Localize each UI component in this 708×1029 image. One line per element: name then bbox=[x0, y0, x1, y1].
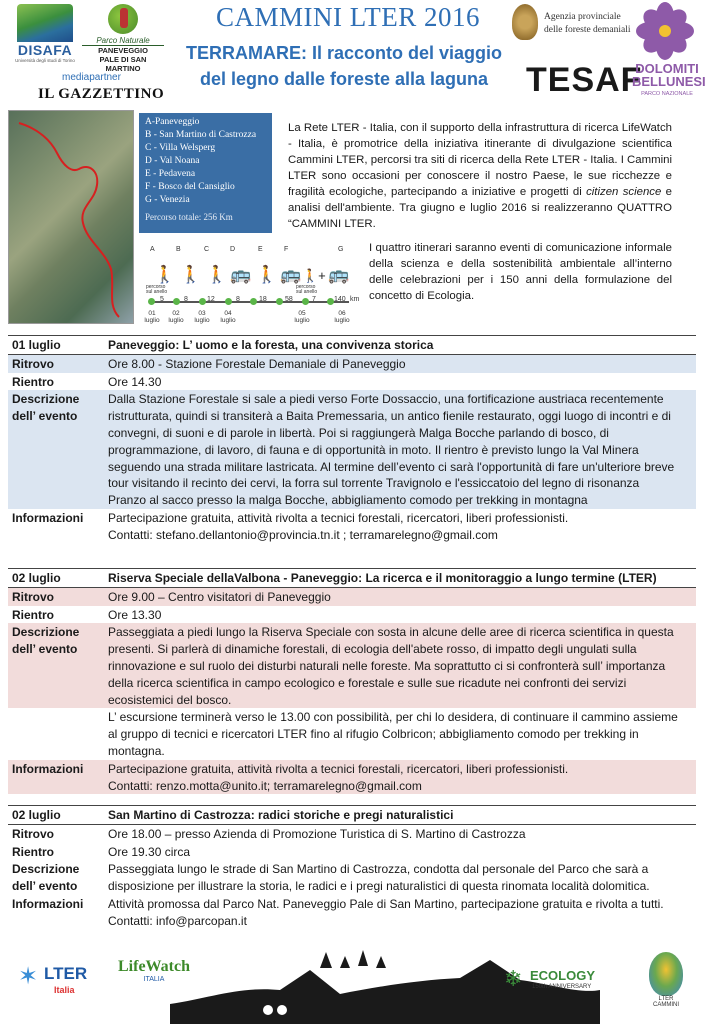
descrizione-label-line: dell’ evento bbox=[12, 409, 78, 424]
ritrovo-label: Ritrovo bbox=[12, 356, 54, 371]
disafa-logo bbox=[12, 4, 78, 64]
walker-icon: 🚶 bbox=[154, 265, 176, 284]
descrizione-label-line: Descrizione bbox=[12, 625, 80, 640]
ritrovo-label: Ritrovo bbox=[12, 826, 54, 841]
rientro-label: Rientro bbox=[12, 844, 54, 859]
lifewatch-sub: ITALIA bbox=[143, 976, 165, 983]
timeline-stop-dot bbox=[276, 298, 283, 305]
page-title: CAMMINI LTER 2016 bbox=[215, 2, 480, 32]
timeline-km: 8 bbox=[236, 296, 240, 303]
timeline-letter: A bbox=[150, 246, 155, 253]
event-info bbox=[104, 760, 696, 795]
disafa-sub: Università degli studi di Torino bbox=[15, 58, 75, 63]
timeline-note: percorso sul anello bbox=[146, 284, 168, 295]
timeline-date: 05 luglio bbox=[294, 310, 310, 324]
timeline-stop-dot bbox=[173, 298, 180, 305]
event-info bbox=[104, 895, 696, 930]
agenzia-line1: Agenzia provinciale bbox=[544, 12, 621, 22]
timeline-km: 18 bbox=[259, 296, 267, 303]
timeline-letter: D bbox=[230, 246, 236, 253]
route-stop: B - San Martino di Castrozza bbox=[145, 130, 257, 140]
ritrovo-value: Ore 8.00 - Stazione Forestale Demaniale di Paneveggio bbox=[108, 356, 406, 371]
timeline-note: percorso sul anello bbox=[296, 284, 318, 295]
agenzia-emblem bbox=[512, 4, 538, 40]
event-info bbox=[104, 509, 696, 544]
event-description: Passeggiata lungo le strade di San Martino di Castrozza, condotta dal personale del Parco che sarà a disposizione per illustrare la storia, le radici e i pregi naturalistici di questa rinomata località dolomitica. bbox=[108, 862, 650, 894]
ecology-sub: 150th ANNIVERSARY bbox=[532, 984, 592, 990]
walker-icon: 🚶 bbox=[256, 265, 278, 284]
contact-text: Contatti: stefano.dellantonio@provincia.tn.it ; terramarelegno@gmail.com bbox=[108, 527, 498, 542]
descrizione-label-line: Descrizione bbox=[12, 862, 80, 877]
timeline-stop-dot bbox=[250, 298, 257, 305]
mediapartner-label: mediapartner bbox=[62, 72, 121, 83]
descrizione-label-line: dell’ evento bbox=[12, 879, 78, 894]
timeline-letter: F bbox=[284, 246, 289, 253]
timeline-km: 5 bbox=[160, 296, 164, 303]
lter-star-icon: ✶ bbox=[18, 963, 39, 990]
timeline-letter: B bbox=[176, 246, 181, 253]
dolomiti-name2: BELLUNESI bbox=[632, 74, 706, 89]
ecology-text: ECOLOGY bbox=[530, 968, 596, 983]
parco-logo bbox=[82, 4, 164, 76]
rientro-value: Ore 14.30 bbox=[108, 374, 162, 389]
tesaf-logo: TESAF bbox=[526, 61, 643, 99]
timeline-date: 06 luglio bbox=[334, 310, 350, 324]
timeline-date: 02 luglio bbox=[168, 310, 184, 324]
route-total: Percorso totale: 256 Km bbox=[145, 212, 233, 222]
subtitle-line1: TERRAMARE: Il racconto del viaggio bbox=[185, 43, 503, 63]
timeline-km: 12 bbox=[207, 296, 215, 303]
intro-emphasis: citizen science bbox=[586, 186, 662, 198]
descrizione-label-line: dell’ evento bbox=[12, 642, 78, 657]
info-text: Partecipazione gratuita, attività rivolta a tecnici forestali, ricercatori, liberi professionisti. bbox=[108, 510, 569, 525]
timeline-letter: C bbox=[204, 246, 210, 253]
event-table-2 bbox=[8, 568, 696, 794]
route-stop: E - Pedavena bbox=[145, 169, 196, 179]
timeline-stop-dot bbox=[327, 298, 334, 305]
dolomiti-logo bbox=[632, 61, 706, 101]
cammini-line2: CAMMINI bbox=[653, 1002, 679, 1008]
event-description: Passeggiata a piedi lungo la Riserva Speciale con sosta in alcune delle aree di ricerca scientifica in questa presenti. Si parlerà di dinamiche forestali, di ecologia dell'abete rosso, di impatto degli ungulati sulla rinnovazione e sul ruolo dei disturbi naturali nelle foreste. Ma soprattutto ci si confronterà sull’ importanza della ricerca scientifica in campo ecologico e forestale e sulle sue ricadute nei confronti dei servizi ecosistemici del bosco. bbox=[108, 625, 674, 707]
walker-icon: 🚶 bbox=[206, 265, 228, 284]
intro-paragraph-2: I quattro itinerari saranno eventi di comunicazione informale della scienza e della sostenibilità ambientale all’interno delle celebrazioni per i 150 anni della formulazione del concetto di Ecologia. bbox=[369, 242, 672, 302]
info-text: Attività promossa dal Parco Nat. Paneveggio Pale di San Martino, partecipazione gratuita e rivolta a tutti. bbox=[108, 896, 664, 911]
route-stop: D - Val Noana bbox=[145, 156, 200, 166]
agenzia-line2: delle foreste demaniali bbox=[544, 25, 631, 35]
contact-text: Contatti: renzo.motta@unito.it; terramarelegno@gmail.com bbox=[108, 778, 422, 793]
cammini-emblem bbox=[649, 952, 683, 996]
cammini-logo bbox=[636, 952, 696, 1008]
timeline-letter: G bbox=[338, 246, 344, 253]
dolomiti-flower-icon bbox=[636, 2, 694, 60]
lifewatch-text: LifeWatch bbox=[118, 958, 190, 975]
parco-title: Parco Naturale bbox=[82, 36, 164, 46]
event-title: San Martino di Castrozza: radici storiche e pregi naturalistici bbox=[104, 806, 696, 825]
timeline-km-unit: km bbox=[350, 296, 360, 303]
bus-icon: 🚌 bbox=[280, 265, 302, 284]
page-subtitle bbox=[168, 40, 520, 92]
description-extra: Pranzo al sacco presso la malga Bocche, abbigliamento comodo per trekking in montagna bbox=[108, 493, 588, 508]
lter-italia-logo bbox=[18, 958, 98, 1008]
parco-name1: PANEVEGGIO bbox=[98, 46, 148, 55]
bus-icon: 🚌 bbox=[328, 265, 350, 284]
timeline-stop-dot bbox=[199, 298, 206, 305]
timeline-stop-dot bbox=[225, 298, 232, 305]
event-table-3 bbox=[8, 805, 696, 930]
timeline-km: 140 bbox=[334, 296, 346, 303]
timeline-letter: E bbox=[258, 246, 263, 253]
walker-icon: 🚶 bbox=[180, 265, 202, 284]
contact-text: Contatti: info@parcopan.it bbox=[108, 913, 247, 928]
timeline-stop-dot bbox=[302, 298, 309, 305]
route-legend bbox=[139, 113, 272, 233]
descrizione-label bbox=[8, 860, 104, 895]
dolomiti-name3: PARCO NAZIONALE bbox=[641, 91, 693, 97]
informazioni-label: Informazioni bbox=[12, 510, 84, 525]
walker-plus-icon: 🚶+ bbox=[302, 268, 326, 283]
intro-paragraph-1 bbox=[288, 120, 672, 232]
route-stop: F - Bosco del Cansiglio bbox=[145, 182, 235, 192]
description-text: Dalla Stazione Forestale si sale a piedi verso Forte Dossaccio, una fortificazione austriaca recentemente ristrutturata, quindi si transiterà a Baita Premessaria, un antico fienile restaurato, oggi luogo di incontri e di convegni, di suoni e di parole in libertà. Poi si raggiungerà Malga Bocche parlando di bosco, di programmazione, di lavoro, di fauna e di opportunità in moto. Il rientro è previsto lungo la Val Minera seguendo una strada militare lastricata. Al termine dell’evento ci sarà l'opportunità di fare un'ulteriore breve tour visitando il recinto dei cervi, la forra sul torrente Travignolo e l'essiccatoio del legno di risonanza bbox=[108, 392, 675, 491]
event-title: Riserva Speciale dellaValbona - Paneveggio: La ricerca e il monitoraggio a lungo termine (LTER) bbox=[104, 569, 696, 588]
route-map bbox=[8, 110, 134, 324]
rientro-value: Ore 19.30 circa bbox=[108, 844, 191, 859]
timeline-km: 58 bbox=[285, 296, 293, 303]
agenzia-logo bbox=[512, 4, 634, 48]
informazioni-label: Informazioni bbox=[12, 761, 84, 776]
dolomiti-name1: DOLOMITI bbox=[635, 61, 699, 76]
ritrovo-label: Ritrovo bbox=[12, 589, 54, 604]
rientro-label: Rientro bbox=[12, 374, 54, 389]
route-stop: C - Villa Welsperg bbox=[145, 143, 216, 153]
route-stop: A-Paneveggio bbox=[145, 117, 200, 127]
intro-text: La Rete LTER - Italia, con il supporto della infrastruttura di ricerca LifeWatch - Italia, è promotrice della iniziativa itinerante di divulgazione scientifica Cammini LTER, percorsi tra siti di ricerca della Rete LTER - Italia. I Cammini LTER sono occasioni per conoscere il nostro Paese, le sue ricchezze e fragilità ecologiche, partecipando a iniziative e progetti di bbox=[288, 122, 672, 198]
parco-emblem bbox=[108, 4, 138, 34]
rientro-label: Rientro bbox=[12, 607, 54, 622]
informazioni-label: Informazioni bbox=[12, 896, 84, 911]
ritrovo-value: Ore 18.00 – presso Azienda di Promozione Turistica di S. Martino di Castrozza bbox=[108, 826, 526, 841]
description-extra: L’ escursione terminerà verso le 13.00 con possibilità, per chi lo desidera, di continuare il cammino assieme al gruppo di tecnici e ricercatori LTER fino al rifugio Colbricon; abbigliamento comodo per trekking in montagna. bbox=[108, 710, 678, 758]
info-text: Partecipazione gratuita, attività rivolta a tecnici forestali, ricercatori, liberi professionisti. bbox=[108, 761, 569, 776]
rientro-value: Ore 13.30 bbox=[108, 607, 162, 622]
event-date: 02 luglio bbox=[8, 806, 104, 825]
timeline-km: 7 bbox=[312, 296, 316, 303]
timeline-date: 03 luglio bbox=[194, 310, 210, 324]
event-date: 02 luglio bbox=[8, 569, 104, 588]
descrizione-label-line: Descrizione bbox=[12, 392, 80, 407]
timeline-date: 01 luglio bbox=[144, 310, 160, 324]
lter-logo-sub: Italia bbox=[54, 985, 75, 995]
descrizione-label bbox=[8, 623, 104, 708]
event-date: 01 luglio bbox=[8, 336, 104, 355]
gazzettino-logo: IL GAZZETTINO bbox=[38, 86, 165, 102]
event-table-1 bbox=[8, 335, 696, 544]
disafa-emblem bbox=[17, 4, 73, 42]
timeline-date: 04 luglio bbox=[220, 310, 236, 324]
cammini-line1: LTER bbox=[658, 996, 674, 1002]
disafa-name: DISAFA bbox=[17, 42, 73, 58]
lter-logo-text: LTER bbox=[44, 964, 88, 983]
route-stop: G - Venezia bbox=[145, 195, 190, 205]
subtitle-line2: del legno dalle foreste alla laguna bbox=[199, 69, 489, 89]
snowflake-icon: ❄ bbox=[504, 966, 523, 991]
intro-text: e analisi dell'ambiente. Tra giugno e luglio 2016 si realizzeranno QUATTRO “CAMMINI LTER. bbox=[288, 186, 672, 230]
event-title: Paneveggio: L’ uomo e la foresta, una convivenza storica bbox=[104, 336, 696, 355]
timeline-stop-dot bbox=[148, 298, 155, 305]
bus-icon: 🚌 bbox=[230, 265, 252, 284]
ritrovo-value: Ore 9.00 – Centro visitatori di Paneveggio bbox=[108, 589, 331, 604]
timeline-km: 8 bbox=[184, 296, 188, 303]
event-description bbox=[104, 390, 696, 509]
parco-name2: PALE DI SAN MARTINO bbox=[99, 55, 147, 73]
descrizione-label bbox=[8, 390, 104, 509]
